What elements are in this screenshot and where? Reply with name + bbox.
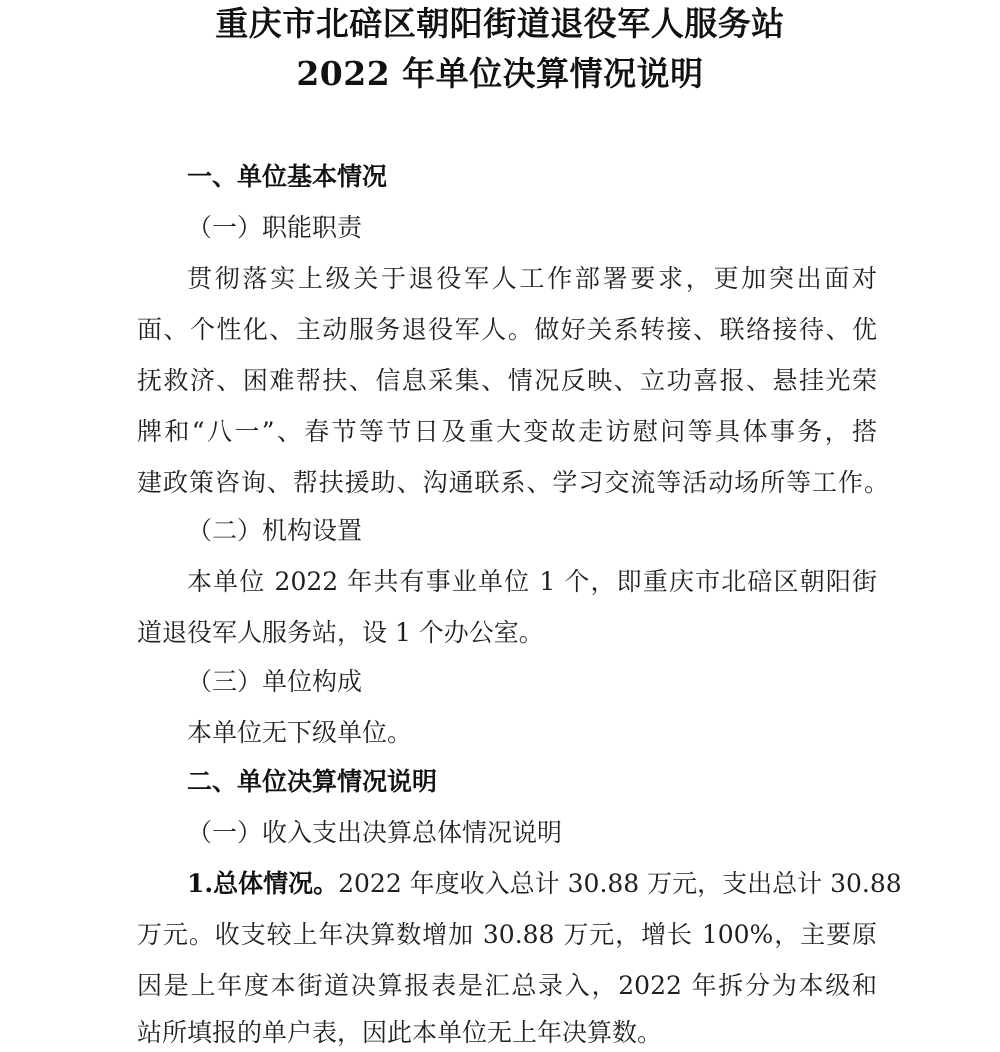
document-title-line1: 重庆市北碚区朝阳街道退役军人服务站 bbox=[215, 4, 785, 43]
para4-line: 2022 年度收入总计 30.88 万元，支出总计 30.88 bbox=[338, 869, 902, 898]
para4-label: 1.总体情况。 bbox=[187, 869, 339, 898]
para4-line: 万元。收支较上年决算数增加 30.88 万元，增长 100%，主要原 bbox=[137, 920, 877, 949]
para4-line: 站所填报的单户表，因此本单位无上年决算数。 bbox=[137, 1018, 663, 1047]
sub1-heading: （一）职能职责 bbox=[187, 213, 363, 242]
sub3-heading: （三）单位构成 bbox=[187, 667, 363, 696]
document-title-line2: 2022 年单位决算情况说明 bbox=[296, 54, 704, 93]
para2-line: 道退役军人服务站，设 1 个办公室。 bbox=[137, 618, 544, 647]
para1-line: 面、个性化、主动服务退役军人。做好关系转接、联络接待、优 bbox=[137, 315, 877, 344]
para2-line: 本单位 2022 年共有事业单位 1 个，即重庆市北碚区朝阳街 bbox=[187, 567, 877, 596]
section1-heading: 一、单位基本情况 bbox=[187, 162, 388, 191]
para3-line: 本单位无下级单位。 bbox=[187, 718, 413, 747]
para1-line: 贯彻落实上级关于退役军人工作部署要求，更加突出面对 bbox=[187, 264, 877, 293]
sub4-heading: （一）收入支出决算总体情况说明 bbox=[187, 818, 563, 847]
section2-heading: 二、单位决算情况说明 bbox=[187, 767, 438, 796]
sub2-heading: （二）机构设置 bbox=[187, 516, 363, 545]
para1-line: 牌和“八一”、春节等节日及重大变故走访慰问等具体事务，搭 bbox=[137, 417, 877, 446]
para1-line: 抚救济、困难帮扶、信息采集、情况反映、立功喜报、悬挂光荣 bbox=[137, 366, 877, 395]
para4-first-line bbox=[187, 867, 902, 901]
para4-line: 因是上年度本街道决算报表是汇总录入，2022 年拆分为本级和 bbox=[137, 971, 877, 1000]
para1-line: 建政策咨询、帮扶援助、沟通联系、学习交流等活动场所等工作。 bbox=[137, 468, 889, 497]
